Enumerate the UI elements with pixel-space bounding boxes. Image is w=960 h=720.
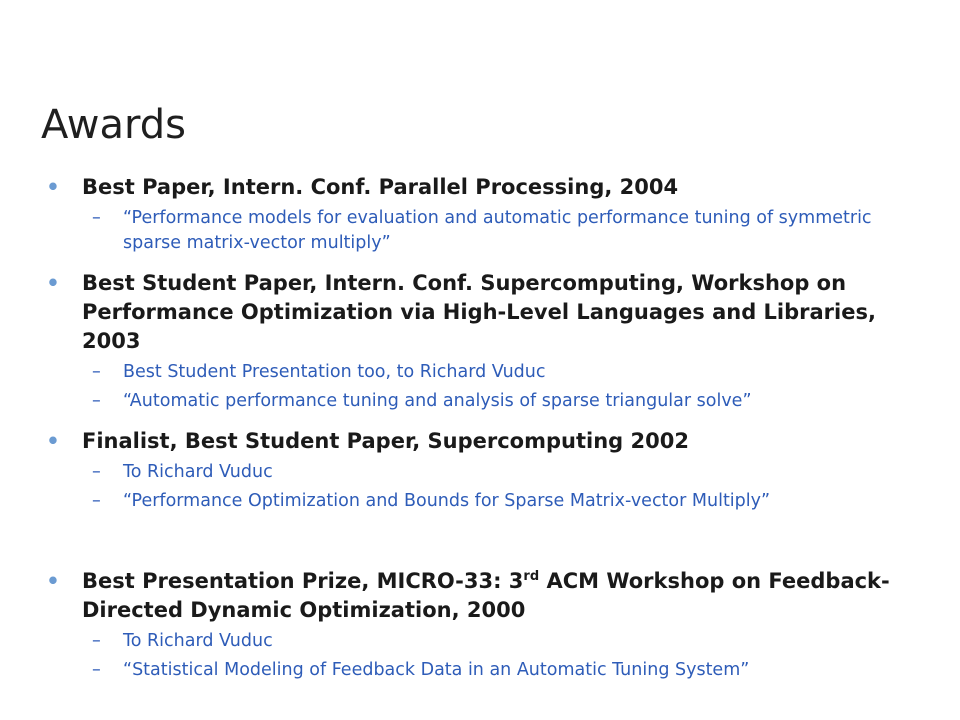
- award-detail: [46, 389, 916, 414]
- award-detail-text: “Performance Optimization and Bounds for Sparse Matrix-vector Multiply”: [123, 491, 771, 511]
- award-heading-text: Finalist, Best Student Paper, Supercomputing 2002: [82, 429, 689, 453]
- slide-title: Awards: [41, 102, 186, 148]
- dash-icon: –: [92, 362, 101, 382]
- award-detail-text: “Statistical Modeling of Feedback Data in an Automatic Tuning System”: [123, 660, 750, 680]
- award-detail: [46, 460, 916, 485]
- award-heading: [46, 269, 916, 356]
- award-detail-text: To Richard Vuduc: [123, 462, 273, 482]
- award-detail: [46, 658, 916, 683]
- award-detail-text: “Automatic performance tuning and analysis of sparse triangular solve”: [123, 391, 752, 411]
- ordinal-suffix: rd: [523, 569, 540, 584]
- award-item: [46, 567, 916, 683]
- dash-icon: –: [92, 631, 101, 651]
- award-detail: [46, 206, 916, 256]
- award-heading-text: Best Student Paper, Intern. Conf. Supercomputing, Workshop on Performance Optimization via High-Level Languages and Libraries, 2003: [82, 271, 876, 353]
- award-heading-text-part: ACM Workshop on Feedback-Directed Dynamic Optimization, 2000: [82, 569, 890, 622]
- award-heading: [46, 567, 916, 625]
- award-heading: [46, 173, 916, 202]
- dash-icon: –: [92, 208, 101, 228]
- bullet-icon: •: [46, 271, 60, 295]
- award-item: [46, 427, 916, 514]
- award-detail: [46, 360, 916, 385]
- award-item: [46, 173, 916, 256]
- bullet-icon: •: [46, 175, 60, 199]
- award-heading-text: Best Paper, Intern. Conf. Parallel Processing, 2004: [82, 175, 679, 199]
- dash-icon: –: [92, 462, 101, 482]
- award-detail: [46, 629, 916, 654]
- dash-icon: –: [92, 491, 101, 511]
- award-heading: [46, 427, 916, 456]
- award-item: [46, 269, 916, 414]
- bullet-icon: •: [46, 569, 60, 593]
- award-detail-text: To Richard Vuduc: [123, 631, 273, 651]
- award-detail-text: “Performance models for evaluation and automatic performance tuning of symmetric sparse matrix-vector multiply”: [123, 208, 872, 253]
- bullet-icon: •: [46, 429, 60, 453]
- dash-icon: –: [92, 391, 101, 411]
- award-detail: [46, 489, 916, 514]
- award-heading-text-part: Best Presentation Prize, MICRO-33: 3: [82, 569, 524, 593]
- award-detail-text: Best Student Presentation too, to Richard Vuduc: [123, 362, 546, 382]
- dash-icon: –: [92, 660, 101, 680]
